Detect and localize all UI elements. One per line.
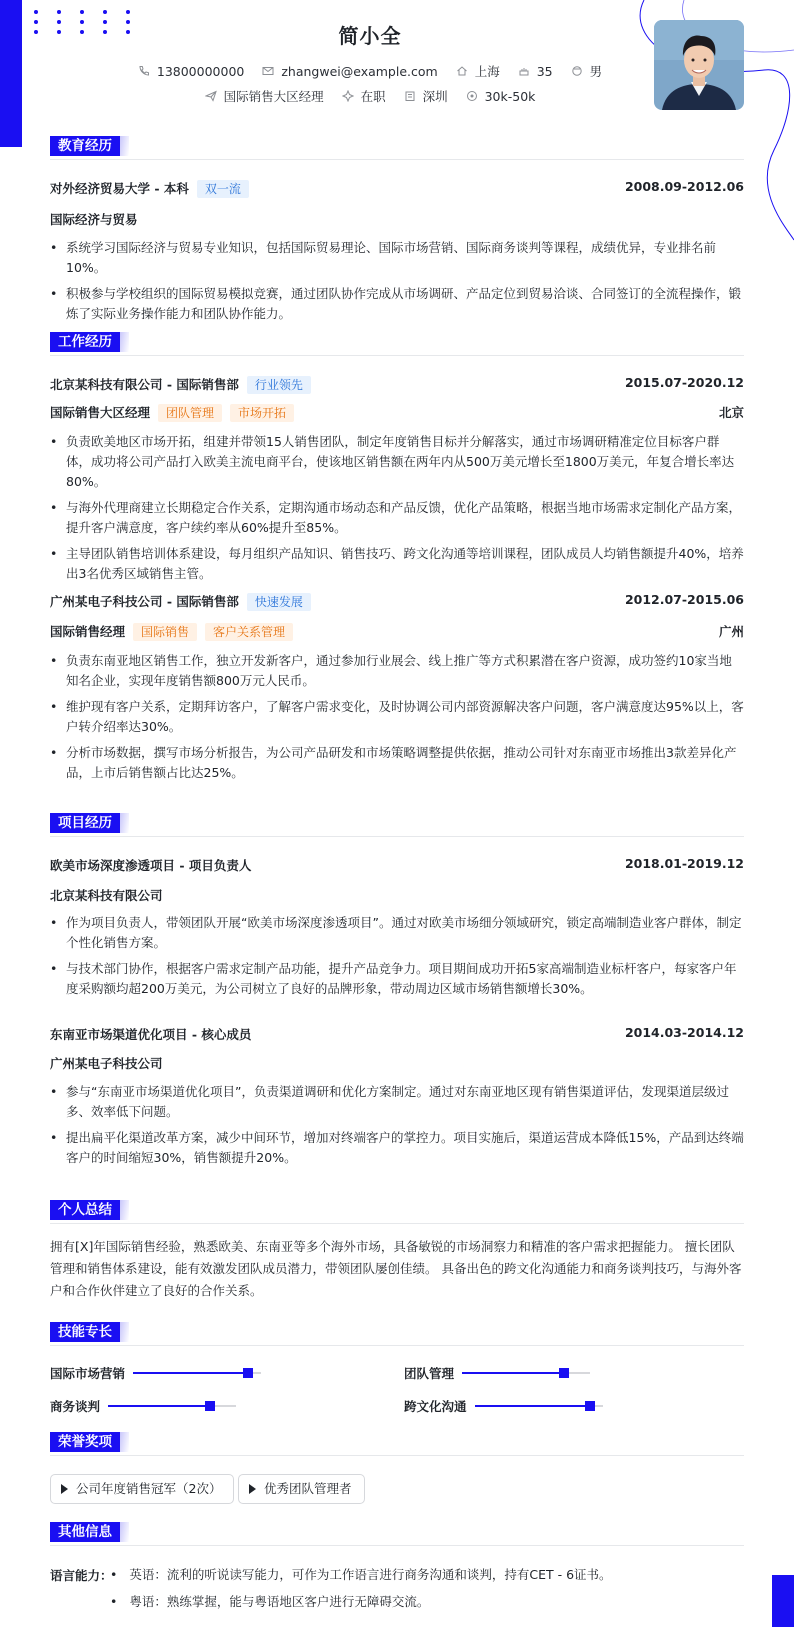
- email-icon: [262, 65, 274, 77]
- list-item: • 维护现有客户关系，定期拜访客户，了解客户需求变化，及时协调公司内部资源解决客户问题，客户满意度达95%以上，客户转介绍率达30%。: [50, 697, 744, 737]
- skill-item: [50, 1364, 261, 1382]
- list-item: • 主导团队销售培训体系建设，每月组织产品知识、销售技巧、跨文化沟通等培训课程，团队成员人均销售额提升40%，培养出3名优秀区域销售主管。: [50, 544, 744, 584]
- project-bullets: [50, 1082, 744, 1174]
- project-company: 北京某科技有限公司: [50, 888, 163, 903]
- role-tag: 国际销售: [133, 623, 197, 641]
- home-icon: [456, 65, 468, 77]
- target-city: 深圳: [422, 89, 448, 104]
- skill-item: [404, 1364, 590, 1382]
- other-info-section: [50, 1522, 744, 1609]
- skill-name: 跨文化沟通: [404, 1399, 467, 1414]
- job-company-line: [50, 592, 744, 611]
- section-title-awards: 荣誉奖项: [50, 1432, 120, 1452]
- list-item: • 参与“东南亚市场渠道优化项目”，负责渠道调研和优化方案制定。通过对东南亚地区现有销售渠道评估，发现渠道层级过多、效率低下问题。: [50, 1082, 744, 1122]
- section-title-skills: 技能专长: [50, 1322, 120, 1342]
- project-date: 2018.01-2019.12: [624, 856, 744, 871]
- company-tag: 行业领先: [247, 376, 311, 394]
- skills-section: [50, 1322, 744, 1414]
- skill-level-knob: [243, 1368, 253, 1378]
- language-text: 英语：流利的听说读写能力，可作为工作语言进行商务沟通和谈判，持有CET - 6证书。: [129, 1567, 612, 1582]
- list-item: • 积极参与学校组织的国际贸易模拟竞赛，通过团队协作完成从市场调研、产品定位到贸易洽谈、合同签订的全流程操作，锻炼了实际业务操作能力和团队协作能力。: [50, 284, 744, 324]
- list-item: • 系统学习国际经济与贸易专业知识，包括国际贸易理论、国际市场营销、国际商务谈判等课程，成绩优异，专业排名前10%。: [50, 238, 744, 278]
- skill-item: [404, 1397, 603, 1415]
- job-status: 在职: [360, 89, 386, 104]
- phone-number[interactable]: 13800000000: [156, 63, 245, 79]
- target-position: 国际销售大区经理: [223, 89, 324, 104]
- skill-level-knob: [559, 1368, 569, 1378]
- projects-section: [50, 813, 744, 1165]
- award-label: 优秀团队管理者: [264, 1481, 352, 1496]
- skill-item: [50, 1397, 236, 1415]
- role-tag: 团队管理: [158, 404, 222, 422]
- city: 上海: [474, 64, 500, 79]
- list-item: • 负责东南亚地区销售工作，独立开发新客户，通过参加行业展会、线上推广等方式积累潜在客户资源，成功签约10家当地知名企业，实现年度销售额800万元人民币。: [50, 651, 744, 691]
- play-triangle-icon: [61, 1484, 68, 1494]
- job-role-line: [50, 403, 744, 422]
- send-icon: [205, 90, 217, 102]
- education-section: [50, 136, 744, 321]
- expected-salary: 30k-50k: [484, 88, 536, 104]
- list-item: • 分析市场数据，撰写市场分析报告，为公司产品研发和市场策略调整提供依据，推动公司针对东南亚市场推出3款差异化产品，上市后销售额占比达25%。: [50, 743, 744, 783]
- education-school-line: [50, 179, 744, 198]
- phone-icon: [138, 65, 150, 77]
- list-item: • 作为项目负责人，带领团队开展“欧美市场深度渗透项目”。通过对欧美市场细分领域研究，锁定高端制造业客户群体，制定个性化销售方案。: [50, 913, 744, 953]
- list-item: • 与技术部门协作，根据客户需求定制产品功能，提升产品竞争力。项目期间成功开拓5家高端制造业标杆客户，每家客户年度采购额均超200万美元，为公司树立了良好的品牌形象，带动周边区域市场销售额增长30%。: [50, 959, 744, 999]
- language-text: 粤语：熟练掌握，能与粤语地区客户进行无障碍交流。: [129, 1594, 430, 1609]
- education-date: 2008.09-2012.06: [624, 179, 744, 194]
- gender: 男: [589, 64, 603, 79]
- job-location: 北京: [718, 405, 744, 420]
- project-date: 2014.03-2014.12: [624, 1025, 744, 1040]
- status-icon: [342, 90, 354, 102]
- project-name: 东南亚市场渠道优化项目 - 核心成员: [50, 1027, 252, 1042]
- skill-name: 商务谈判: [50, 1399, 101, 1414]
- skill-level-knob: [205, 1401, 215, 1411]
- role-tag: 客户关系管理: [205, 623, 293, 641]
- section-title-other: 其他信息: [50, 1522, 120, 1542]
- skill-name: 团队管理: [404, 1366, 455, 1381]
- job-role: 国际销售经理: [50, 624, 126, 639]
- summary-section: [50, 1200, 744, 1298]
- building-icon: [404, 90, 416, 102]
- company-name: 北京某科技有限公司 - 国际销售部: [50, 377, 239, 392]
- right-accent-bar: [772, 1575, 794, 1627]
- education-major: 国际经济与贸易: [50, 212, 138, 227]
- role-tag: 市场开拓: [230, 404, 294, 422]
- list-item: • 负责欧美地区市场开拓，组建并带领15人销售团队，制定年度销售目标并分解落实，通过市场调研精准定位目标客户群体，成功将公司产品打入欧美主流电商平台，使该地区销售额在两年内从500万美元增长至1800万美元，年复合增长率达80%。: [50, 432, 744, 492]
- age: 35: [536, 63, 553, 79]
- award-item[interactable]: [50, 1474, 234, 1504]
- school-tag: 双一流: [197, 180, 249, 198]
- email-address[interactable]: zhangwei@example.com: [281, 63, 438, 79]
- school-name: 对外经济贸易大学 - 本科: [50, 181, 189, 196]
- candidate-name: 简小全: [338, 24, 402, 48]
- job-location: 广州: [718, 624, 744, 639]
- company-tag: 快速发展: [247, 593, 311, 611]
- skill-level-bar: [133, 1372, 261, 1374]
- project-company: 广州某电子科技公司: [50, 1056, 163, 1071]
- job-bullets: [50, 432, 744, 590]
- job-date: 2015.07-2020.12: [624, 375, 744, 390]
- profile-photo: [654, 20, 744, 110]
- skill-level-knob: [585, 1401, 595, 1411]
- list-item: • 提出扁平化渠道改革方案，减少中间环节，增加对终端客户的掌控力。项目实施后，渠道运营成本降低15%，产品到达终端客户的时间缩短30%，销售额提升20%。: [50, 1128, 744, 1168]
- skill-name: 国际市场营销: [50, 1366, 126, 1381]
- job-intent-row: [0, 87, 740, 105]
- project-bullets: [50, 913, 744, 1005]
- award-label: 公司年度销售冠军（2次）: [76, 1481, 222, 1496]
- education-bullets: [50, 238, 744, 330]
- section-title-education: 教育经历: [50, 136, 120, 156]
- awards-section: [50, 1432, 744, 1496]
- job-bullets: [50, 651, 744, 789]
- list-item: • 与海外代理商建立长期稳定合作关系，定期沟通市场动态和产品反馈，优化产品策略，根据当地市场需求定制化产品方案，提升客户满意度，客户续约率从60%提升至85%。: [50, 498, 744, 538]
- cake-icon: [518, 65, 530, 77]
- contact-info-row: [0, 62, 740, 80]
- skill-level-bar: [462, 1372, 590, 1374]
- job-company-line: [50, 375, 744, 394]
- coin-icon: [466, 90, 478, 102]
- job-role-line: [50, 622, 744, 641]
- skill-level-bar: [475, 1405, 603, 1407]
- gender-icon: [571, 65, 583, 77]
- company-name: 广州某电子科技公司 - 国际销售部: [50, 594, 239, 609]
- award-item[interactable]: [238, 1474, 365, 1504]
- play-triangle-icon: [249, 1484, 256, 1494]
- skill-level-bar: [108, 1405, 236, 1407]
- job-date: 2012.07-2015.06: [624, 592, 744, 607]
- section-title-summary: 个人总结: [50, 1200, 120, 1220]
- language-label: 语言能力：: [50, 1568, 113, 1583]
- language-item: [110, 1566, 612, 1584]
- project-name-line: [50, 1025, 744, 1043]
- project-name-line: [50, 856, 744, 874]
- language-item: [110, 1593, 429, 1611]
- job-role: 国际销售大区经理: [50, 405, 151, 420]
- work-section: [50, 332, 744, 780]
- project-name: 欧美市场深度渗透项目 - 项目负责人: [50, 858, 252, 873]
- section-title-work: 工作经历: [50, 332, 120, 352]
- summary-text: 拥有[X]年国际销售经验，熟悉欧美、东南亚等多个海外市场，具备敏锐的市场洞察力和精准的客户需求把握能力。 擅长团队管理和销售体系建设，能有效激发团队成员潜力，带领团队屡创佳绩。 具备出色的跨文化沟通能力和商务谈判技巧，与海外客户和合作伙伴建立了良好的合作关系。: [50, 1239, 742, 1298]
- section-title-projects: 项目经历: [50, 813, 120, 833]
